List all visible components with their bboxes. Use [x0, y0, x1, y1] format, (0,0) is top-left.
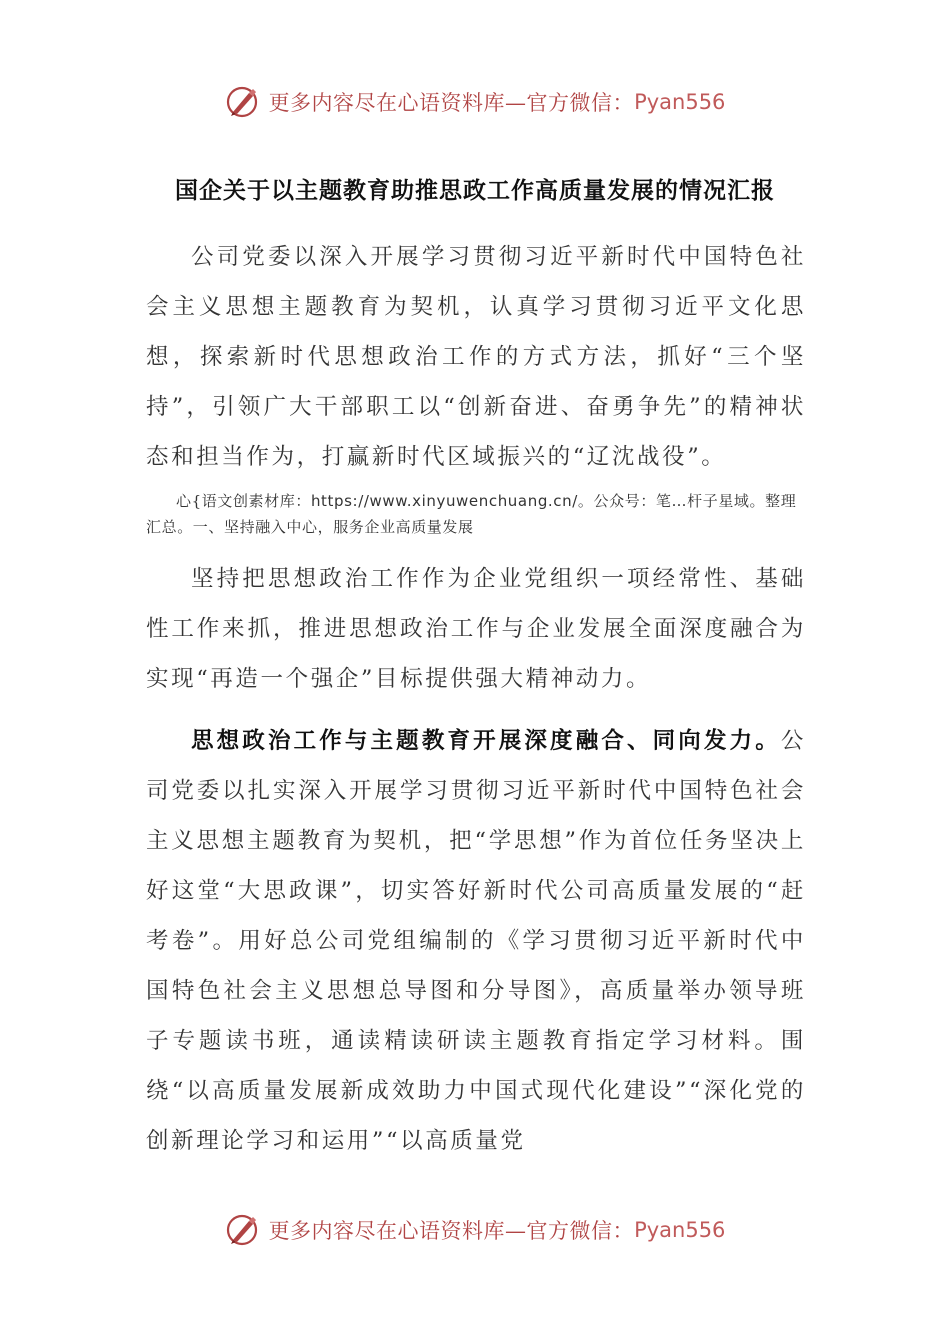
note-url: https://www.xinyuwenchuang.cn/ [310, 492, 578, 510]
paragraph-integration [146, 716, 806, 1166]
paragraph-heading-bold: 思想政治工作与主题教育开展深度融合、同向发力。 [191, 728, 781, 754]
paragraph-body: 公司党委以扎实深入开展学习贯彻习近平新时代中国特色社会主义思想主题教育为契机，把“学思想”作为首位任务坚决上好这堂“大思政课”，切实答好新时代公司高质量发展的“赶考卷”。用好总公司党组编制的《学习贯彻习近平新时代中国特色社会主义思想总导图和分导图》，高质量举办领导班子专题读书班，通读精读研读主题教育指定学习材料。围绕“以高质量发展新成效助力中国式现代化建设”“深化党的创新理论学习和运用”“以高质量党 [146, 728, 806, 1154]
note-suffix: 。公众号：笔…杆子星域。整理汇总。一、坚持融入中心，服务企业高质量发展 [146, 492, 797, 536]
paragraph-intro: 公司党委以深入开展学习贯彻习近平新时代中国特色社会主义思想主题教育为契机，认真学习贯彻习近平文化思想，探索新时代思想政治工作的方式方法，抓好“三个坚持”，引领广大干部职工以“创新奋进、奋勇争先”的精神状态和担当作为，打赢新时代区域振兴的“辽沈战役”。 [146, 244, 806, 470]
pen-logo-icon [225, 84, 261, 120]
note-prefix: 心{语文创素材库： [176, 492, 311, 510]
watermark-wechat-id: Pyan556 [634, 90, 726, 114]
pen-logo-icon [225, 1212, 261, 1248]
watermark-text: 更多内容尽在心语资料库—官方微信： [268, 1219, 635, 1243]
watermark-text: 更多内容尽在心语资料库—官方微信： [268, 91, 635, 115]
paragraph-section-one: 坚持把思想政治工作作为企业党组织一项经常性、基础性工作来抓，推进思想政治工作与企业发展全面深度融合为实现“再造一个强企”目标提供强大精神动力。 [146, 566, 806, 692]
header-watermark [0, 80, 950, 124]
document-title: 国企关于以主题教育助推思政工作高质量发展的情况汇报 [175, 177, 775, 204]
footer-watermark [0, 1208, 950, 1252]
watermark-wechat-id: Pyan556 [634, 1218, 726, 1242]
source-note [146, 488, 806, 540]
